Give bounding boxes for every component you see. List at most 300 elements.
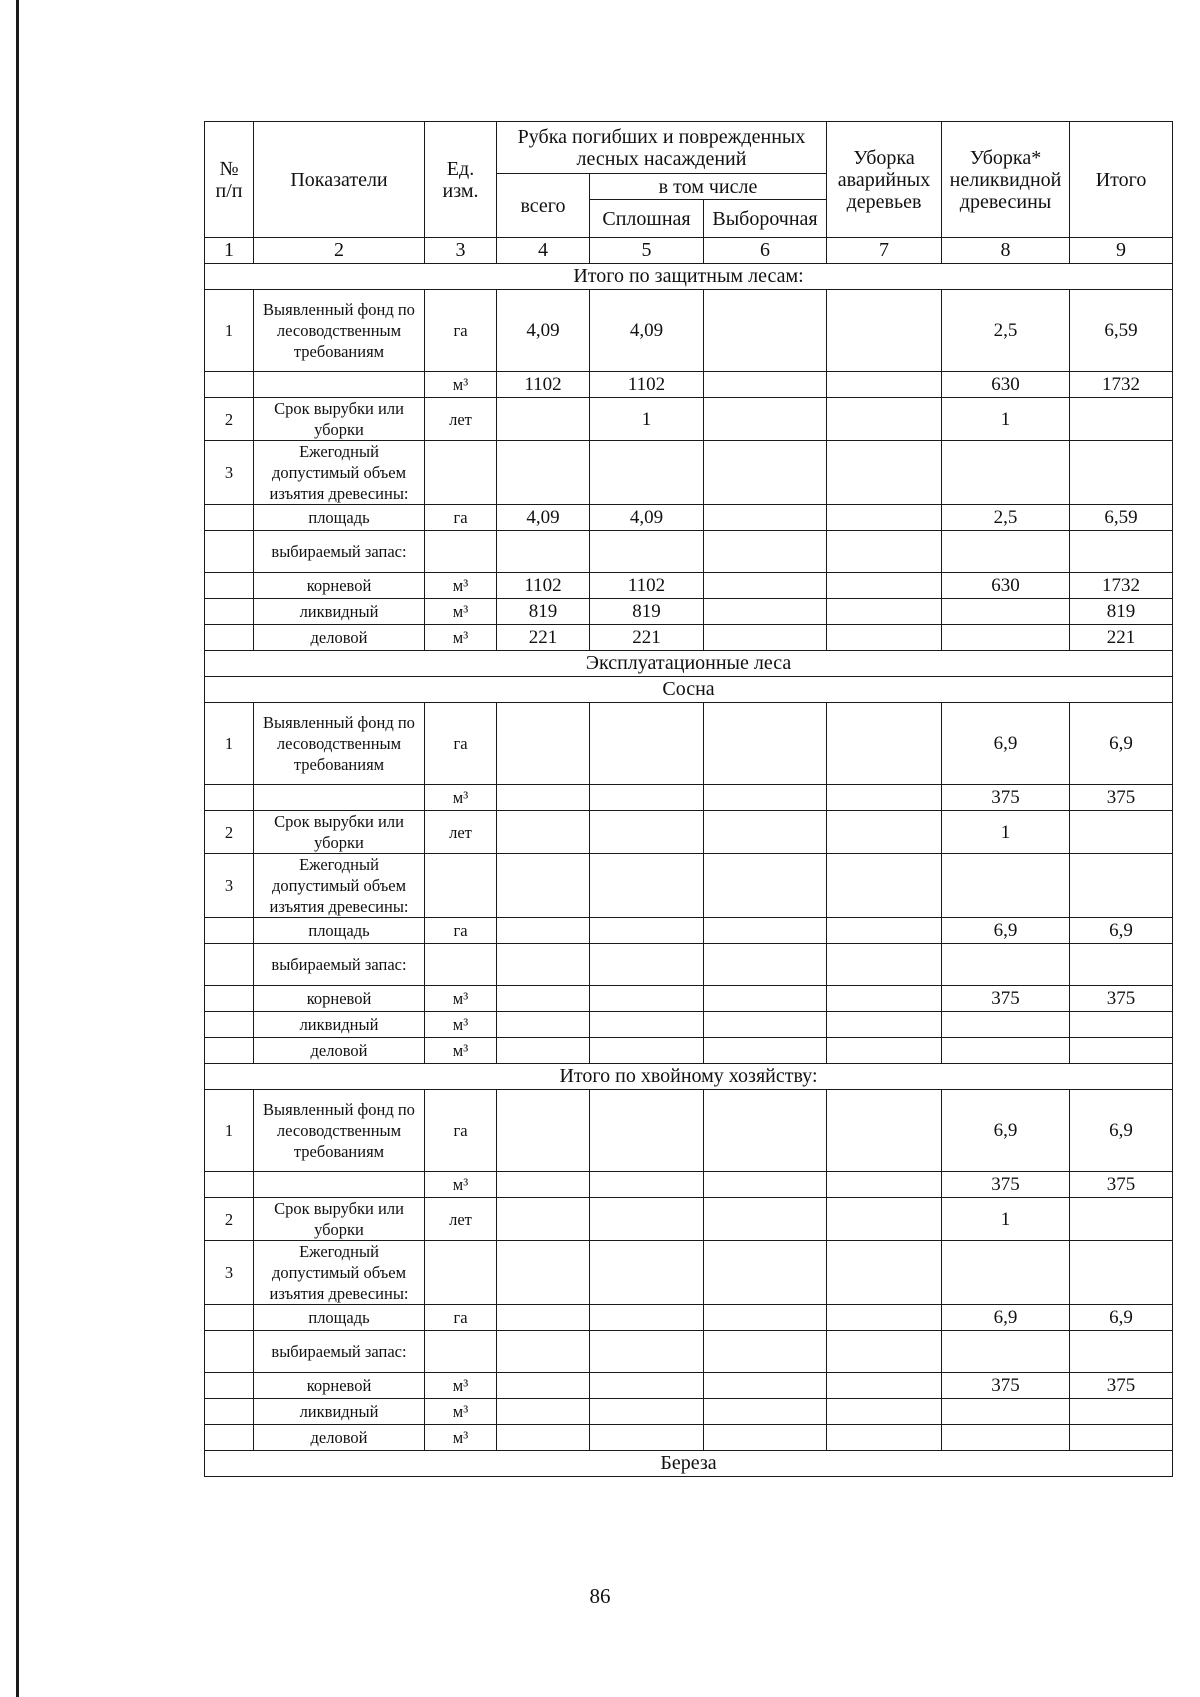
cell-c5	[590, 703, 704, 785]
cell-no: 2	[205, 398, 254, 441]
cell-c8: 6,9	[942, 703, 1070, 785]
cell-label: площадь	[254, 505, 425, 531]
cell-no: 1	[205, 290, 254, 372]
cell-c9	[1070, 1331, 1173, 1373]
cell-c6	[704, 1373, 827, 1399]
cell-c7	[827, 398, 942, 441]
cell-c4	[497, 1198, 590, 1241]
cell-label: Срок вырубки или уборки	[254, 811, 425, 854]
cell-unit	[425, 1331, 497, 1373]
cell-c4	[497, 441, 590, 505]
cell-unit: га	[425, 918, 497, 944]
cell-c7	[827, 703, 942, 785]
cell-no	[205, 372, 254, 398]
cell-c9	[1070, 811, 1173, 854]
cell-c7	[827, 441, 942, 505]
header-total: Итого	[1070, 122, 1173, 238]
cell-c5	[590, 986, 704, 1012]
table-row	[205, 573, 1173, 599]
cell-c6	[704, 625, 827, 651]
table-row	[205, 625, 1173, 651]
cell-c4: 4,09	[497, 505, 590, 531]
table-row	[205, 1399, 1173, 1425]
cell-unit: га	[425, 703, 497, 785]
cell-c7	[827, 1172, 942, 1198]
cell-c9	[1070, 1012, 1173, 1038]
cell-c7	[827, 531, 942, 573]
cell-c9: 375	[1070, 785, 1173, 811]
section-title: Итого по хвойному хозяйству:	[205, 1064, 1173, 1090]
cell-c6	[704, 599, 827, 625]
cell-unit	[425, 441, 497, 505]
cell-c7	[827, 1038, 942, 1064]
table-row	[205, 785, 1173, 811]
cell-c5	[590, 1241, 704, 1305]
cell-c7	[827, 290, 942, 372]
cell-label: Ежегодный допустимый объем изъятия древесины:	[254, 1241, 425, 1305]
cell-c8: 630	[942, 573, 1070, 599]
cell-label	[254, 1172, 425, 1198]
cell-c8	[942, 531, 1070, 573]
cell-label: Выявленный фонд по лесоводственным требованиям	[254, 1090, 425, 1172]
table-row	[205, 811, 1173, 854]
cell-no: 1	[205, 1090, 254, 1172]
cell-c9	[1070, 531, 1173, 573]
cell-c6	[704, 918, 827, 944]
section-title-row	[205, 1451, 1173, 1477]
cell-no	[205, 1038, 254, 1064]
cell-label: Выявленный фонд по лесоводственным требованиям	[254, 703, 425, 785]
header-felling: Рубка погибших и поврежденных лесных насаждений	[497, 122, 827, 174]
cell-no: 2	[205, 1198, 254, 1241]
cell-c7	[827, 1425, 942, 1451]
cell-no	[205, 1331, 254, 1373]
cell-c4	[497, 854, 590, 918]
header-selective: Выборочная	[704, 200, 827, 238]
column-number: 1	[205, 238, 254, 264]
section-title: Береза	[205, 1451, 1173, 1477]
cell-label: Ежегодный допустимый объем изъятия древесины:	[254, 441, 425, 505]
table-row	[205, 854, 1173, 918]
cell-c7	[827, 811, 942, 854]
header-unit: Ед. изм.	[425, 122, 497, 238]
cell-c6	[704, 986, 827, 1012]
cell-c4	[497, 1399, 590, 1425]
cell-c7	[827, 505, 942, 531]
cell-c5: 221	[590, 625, 704, 651]
cell-c9	[1070, 1038, 1173, 1064]
cell-c5: 819	[590, 599, 704, 625]
cell-c8: 375	[942, 986, 1070, 1012]
cell-c9: 819	[1070, 599, 1173, 625]
section-subtitle: Сосна	[205, 677, 1173, 703]
cell-unit: м³	[425, 1012, 497, 1038]
cell-no	[205, 599, 254, 625]
cell-c5	[590, 1373, 704, 1399]
section-title-row	[205, 1064, 1173, 1090]
cell-label	[254, 785, 425, 811]
section-title: Эксплуатационные леса	[205, 651, 1173, 677]
cell-label: площадь	[254, 1305, 425, 1331]
cell-unit: м³	[425, 1373, 497, 1399]
cell-c5	[590, 944, 704, 986]
cell-no	[205, 505, 254, 531]
cell-c9: 1732	[1070, 573, 1173, 599]
cell-c4	[497, 1241, 590, 1305]
section-subtitle-row	[205, 677, 1173, 703]
cell-unit	[425, 531, 497, 573]
cell-label: корневой	[254, 573, 425, 599]
cell-c7	[827, 599, 942, 625]
cell-c5	[590, 1425, 704, 1451]
cell-c4	[497, 1012, 590, 1038]
cell-c5	[590, 441, 704, 505]
cell-c7	[827, 372, 942, 398]
cell-no	[205, 944, 254, 986]
cell-c9: 6,9	[1070, 918, 1173, 944]
cell-c5	[590, 811, 704, 854]
cell-no	[205, 531, 254, 573]
table-row	[205, 703, 1173, 785]
cell-c7	[827, 625, 942, 651]
header-no: № п/п	[205, 122, 254, 238]
cell-c4	[497, 1331, 590, 1373]
cell-c5	[590, 785, 704, 811]
table-row	[205, 1038, 1173, 1064]
cell-c4	[497, 398, 590, 441]
cell-c8	[942, 441, 1070, 505]
cell-unit: м³	[425, 785, 497, 811]
cell-unit	[425, 944, 497, 986]
cell-label: ликвидный	[254, 1012, 425, 1038]
cell-c6	[704, 1198, 827, 1241]
cell-c7	[827, 918, 942, 944]
cell-c8: 1	[942, 398, 1070, 441]
cell-c6	[704, 1090, 827, 1172]
cell-no	[205, 986, 254, 1012]
cell-c8: 6,9	[942, 1090, 1070, 1172]
cell-c5	[590, 1090, 704, 1172]
cell-c7	[827, 573, 942, 599]
cell-c5: 4,09	[590, 290, 704, 372]
cell-c6	[704, 1399, 827, 1425]
cell-c9: 375	[1070, 1373, 1173, 1399]
cell-c6	[704, 1012, 827, 1038]
cell-c7	[827, 1399, 942, 1425]
cell-label	[254, 372, 425, 398]
cell-label: корневой	[254, 986, 425, 1012]
cell-c9: 6,9	[1070, 1305, 1173, 1331]
cell-c6	[704, 531, 827, 573]
cell-unit: га	[425, 290, 497, 372]
cell-c9	[1070, 1241, 1173, 1305]
table-row	[205, 531, 1173, 573]
cell-c6	[704, 1172, 827, 1198]
cell-label: ликвидный	[254, 599, 425, 625]
cell-c9	[1070, 441, 1173, 505]
cell-c4: 4,09	[497, 290, 590, 372]
cell-c6	[704, 944, 827, 986]
cell-c9: 375	[1070, 986, 1173, 1012]
cell-c4: 1102	[497, 573, 590, 599]
cell-c4	[497, 1038, 590, 1064]
header-emergency: Уборка аварийных деревьев	[827, 122, 942, 238]
cell-unit	[425, 854, 497, 918]
header-indicators: Показатели	[254, 122, 425, 238]
cell-c7	[827, 944, 942, 986]
cell-c8: 2,5	[942, 505, 1070, 531]
cell-c4	[497, 1305, 590, 1331]
table-row	[205, 1241, 1173, 1305]
cell-no	[205, 625, 254, 651]
cell-unit: га	[425, 505, 497, 531]
cell-c6	[704, 1305, 827, 1331]
cell-c9: 221	[1070, 625, 1173, 651]
cell-c9: 6,59	[1070, 290, 1173, 372]
cell-unit: м³	[425, 986, 497, 1012]
cell-c9: 6,9	[1070, 1090, 1173, 1172]
cell-c6	[704, 785, 827, 811]
cell-c8: 6,9	[942, 1305, 1070, 1331]
column-number: 5	[590, 238, 704, 264]
cell-c8	[942, 944, 1070, 986]
cell-c5	[590, 1172, 704, 1198]
table-row	[205, 1172, 1173, 1198]
cell-label: деловой	[254, 1038, 425, 1064]
cell-unit: м³	[425, 1172, 497, 1198]
cell-c6	[704, 1425, 827, 1451]
cell-c8: 1	[942, 1198, 1070, 1241]
cell-c9	[1070, 854, 1173, 918]
column-number: 4	[497, 238, 590, 264]
cell-no	[205, 1425, 254, 1451]
cell-c4	[497, 1425, 590, 1451]
cell-c8: 375	[942, 1373, 1070, 1399]
header-nonliquid: Уборка* неликвидной древесины	[942, 122, 1070, 238]
section-title-row	[205, 651, 1173, 677]
cell-unit: м³	[425, 1399, 497, 1425]
cell-c4: 221	[497, 625, 590, 651]
cell-c9	[1070, 1399, 1173, 1425]
cell-c7	[827, 1090, 942, 1172]
cell-c4	[497, 986, 590, 1012]
cell-unit: лет	[425, 398, 497, 441]
cell-c7	[827, 1241, 942, 1305]
cell-label: площадь	[254, 918, 425, 944]
table-row	[205, 372, 1173, 398]
cell-c7	[827, 1305, 942, 1331]
cell-c5	[590, 1399, 704, 1425]
cell-c9	[1070, 944, 1173, 986]
cell-c4	[497, 1172, 590, 1198]
cell-unit: м³	[425, 625, 497, 651]
cell-c8: 6,9	[942, 918, 1070, 944]
column-number: 3	[425, 238, 497, 264]
cell-c8	[942, 599, 1070, 625]
section-title: Итого по защитным лесам:	[205, 264, 1173, 290]
cell-c9: 6,59	[1070, 505, 1173, 531]
cell-label: выбираемый запас:	[254, 1331, 425, 1373]
cell-label: деловой	[254, 1425, 425, 1451]
scan-left-edge	[16, 0, 19, 1697]
cell-c5: 1102	[590, 372, 704, 398]
table-row	[205, 1305, 1173, 1331]
cell-no	[205, 1172, 254, 1198]
cell-label: Ежегодный допустимый объем изъятия древесины:	[254, 854, 425, 918]
column-number: 7	[827, 238, 942, 264]
cell-c9	[1070, 398, 1173, 441]
cell-c8	[942, 1399, 1070, 1425]
cell-c5: 4,09	[590, 505, 704, 531]
cell-c7	[827, 1373, 942, 1399]
cell-label: деловой	[254, 625, 425, 651]
cell-c5	[590, 1038, 704, 1064]
cell-c6	[704, 1331, 827, 1373]
cell-c6	[704, 811, 827, 854]
cell-label: выбираемый запас:	[254, 944, 425, 986]
cell-unit: м³	[425, 573, 497, 599]
section-title-row	[205, 264, 1173, 290]
cell-unit	[425, 1241, 497, 1305]
cell-c7	[827, 785, 942, 811]
cell-unit: м³	[425, 599, 497, 625]
cell-c5	[590, 531, 704, 573]
cell-label: корневой	[254, 1373, 425, 1399]
table-row	[205, 986, 1173, 1012]
cell-no	[205, 1012, 254, 1038]
column-numbers-row	[205, 238, 1173, 264]
cell-unit: лет	[425, 1198, 497, 1241]
table-row	[205, 441, 1173, 505]
cell-c9	[1070, 1425, 1173, 1451]
cell-no	[205, 1399, 254, 1425]
table-row	[205, 918, 1173, 944]
table-row	[205, 1090, 1173, 1172]
cell-c8	[942, 1241, 1070, 1305]
cell-no	[205, 785, 254, 811]
table-row	[205, 290, 1173, 372]
cell-c4: 1102	[497, 372, 590, 398]
cell-c4: 819	[497, 599, 590, 625]
cell-no	[205, 918, 254, 944]
table-row	[205, 398, 1173, 441]
cell-c8: 375	[942, 1172, 1070, 1198]
cell-c6	[704, 1241, 827, 1305]
cell-unit: м³	[425, 1038, 497, 1064]
cell-label: ликвидный	[254, 1399, 425, 1425]
cell-c4	[497, 703, 590, 785]
cell-unit: га	[425, 1090, 497, 1172]
cell-no	[205, 1373, 254, 1399]
cell-c4	[497, 785, 590, 811]
cell-c8	[942, 854, 1070, 918]
table-row	[205, 505, 1173, 531]
cell-c7	[827, 1012, 942, 1038]
column-number: 8	[942, 238, 1070, 264]
cell-label: Срок вырубки или уборки	[254, 1198, 425, 1241]
cell-unit: м³	[425, 372, 497, 398]
forest-felling-table	[204, 121, 1173, 1477]
cell-c7	[827, 1331, 942, 1373]
cell-no: 3	[205, 441, 254, 505]
cell-c8: 375	[942, 785, 1070, 811]
cell-c7	[827, 854, 942, 918]
table-body	[205, 264, 1173, 1477]
table-row	[205, 1198, 1173, 1241]
cell-c6	[704, 290, 827, 372]
cell-c8: 1	[942, 811, 1070, 854]
table-row	[205, 1012, 1173, 1038]
cell-c9	[1070, 1198, 1173, 1241]
cell-c6	[704, 703, 827, 785]
cell-label: Выявленный фонд по лесоводственным требованиям	[254, 290, 425, 372]
column-number: 9	[1070, 238, 1173, 264]
cell-label: выбираемый запас:	[254, 531, 425, 573]
cell-label: Срок вырубки или уборки	[254, 398, 425, 441]
cell-c9: 375	[1070, 1172, 1173, 1198]
cell-c9: 6,9	[1070, 703, 1173, 785]
cell-unit: лет	[425, 811, 497, 854]
column-number: 6	[704, 238, 827, 264]
cell-c5	[590, 1331, 704, 1373]
cell-c6	[704, 1038, 827, 1064]
cell-unit: м³	[425, 1425, 497, 1451]
column-number: 2	[254, 238, 425, 264]
cell-c6	[704, 505, 827, 531]
header-including: в том числе	[590, 174, 827, 200]
cell-c4	[497, 531, 590, 573]
cell-c5	[590, 1012, 704, 1038]
cell-c7	[827, 1198, 942, 1241]
cell-no: 1	[205, 703, 254, 785]
cell-c4	[497, 811, 590, 854]
cell-c5	[590, 1305, 704, 1331]
cell-c5: 1	[590, 398, 704, 441]
cell-c8	[942, 1331, 1070, 1373]
cell-c6	[704, 372, 827, 398]
cell-c6	[704, 573, 827, 599]
cell-no: 3	[205, 854, 254, 918]
table-row	[205, 1373, 1173, 1399]
cell-unit: га	[425, 1305, 497, 1331]
cell-c5	[590, 918, 704, 944]
cell-c4	[497, 1373, 590, 1399]
cell-c8	[942, 625, 1070, 651]
cell-c8	[942, 1012, 1070, 1038]
cell-c8	[942, 1038, 1070, 1064]
cell-c4	[497, 918, 590, 944]
cell-c8: 2,5	[942, 290, 1070, 372]
cell-c4	[497, 944, 590, 986]
cell-c9: 1732	[1070, 372, 1173, 398]
cell-c5: 1102	[590, 573, 704, 599]
cell-no: 3	[205, 1241, 254, 1305]
cell-c6	[704, 398, 827, 441]
cell-c7	[827, 986, 942, 1012]
header-total-all: всего	[497, 174, 590, 238]
cell-c6	[704, 854, 827, 918]
cell-c6	[704, 441, 827, 505]
cell-c4	[497, 1090, 590, 1172]
table-row	[205, 944, 1173, 986]
cell-c8	[942, 1425, 1070, 1451]
table-row	[205, 599, 1173, 625]
header-clear: Сплошная	[590, 200, 704, 238]
page-number: 86	[589, 1584, 611, 1608]
cell-no	[205, 1305, 254, 1331]
cell-c5	[590, 1198, 704, 1241]
cell-c8: 630	[942, 372, 1070, 398]
